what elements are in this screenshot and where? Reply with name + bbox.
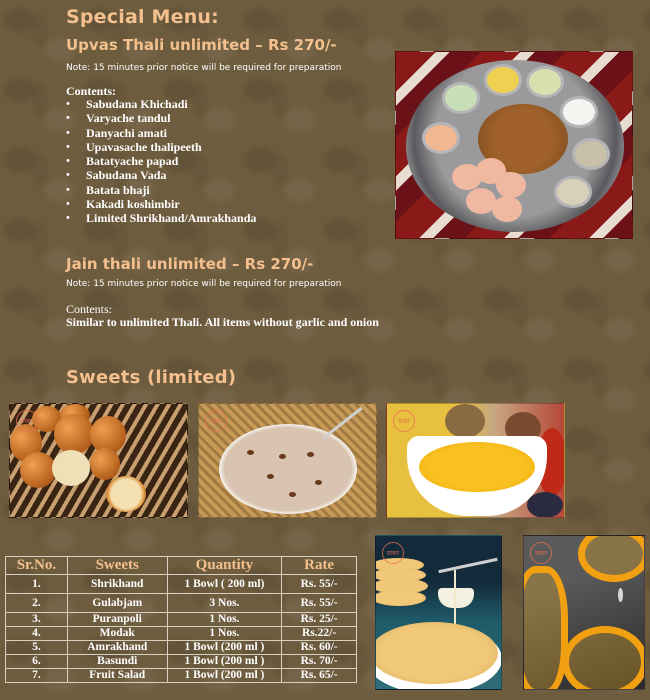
list-item: • Upavasache thalipeeth bbox=[66, 140, 256, 154]
puranpoli bbox=[375, 622, 498, 684]
cell-quantity: 1 Nos. bbox=[167, 613, 282, 627]
cell-rate: Rs. 60/- bbox=[282, 641, 357, 655]
column-header-sr-no: Sr.No. bbox=[6, 557, 68, 575]
jalebi bbox=[578, 535, 645, 582]
cell-quantity: 1 Bowl ( 200 ml) bbox=[167, 575, 282, 594]
cell-sweet: Modak bbox=[67, 627, 167, 641]
cell-sr-no: 3. bbox=[6, 613, 68, 627]
raisin bbox=[267, 474, 274, 479]
table-row bbox=[6, 613, 357, 627]
cell-sweet: Shrikhand bbox=[67, 575, 167, 594]
upvas-thali-title: Upvas Thali unlimited – Rs 270/- bbox=[66, 36, 337, 54]
bowl-sabudana bbox=[554, 176, 592, 208]
bowl-koshimbir bbox=[526, 66, 564, 98]
gulabjam-photo bbox=[9, 403, 188, 518]
jain-thali-title: Jain thali unlimited – Rs 270/- bbox=[66, 255, 314, 273]
cell-sweet: Gulabjam bbox=[67, 594, 167, 613]
raisin bbox=[307, 452, 314, 457]
sweets-heading: Sweets (limited) bbox=[66, 367, 237, 388]
raisin bbox=[279, 454, 286, 459]
cell-quantity: 1 Bowl (200 ml ) bbox=[167, 641, 282, 655]
list-item: • Sabudana Khichadi bbox=[66, 97, 256, 111]
jain-contents-label: Contents: bbox=[66, 302, 113, 316]
ghee-bowl bbox=[438, 588, 474, 608]
cell-sr-no: 2. bbox=[6, 594, 68, 613]
fruit-salad bbox=[419, 442, 535, 492]
bowl-khichadi bbox=[422, 122, 460, 154]
brand-stamp-icon: ठाकर bbox=[530, 542, 552, 564]
list-item: • Limited Shrikhand/Amrakhanda bbox=[66, 211, 256, 225]
cell-sr-no: 7. bbox=[6, 669, 68, 683]
table-header-row bbox=[6, 557, 357, 575]
cell-sweet: Fruit Salad bbox=[67, 669, 167, 683]
jalebi bbox=[562, 626, 645, 690]
spoon bbox=[438, 558, 497, 573]
bowl-amati bbox=[572, 138, 610, 170]
cell-rate: Rs.22/- bbox=[282, 627, 357, 641]
cell-sr-no: 1. bbox=[6, 575, 68, 594]
gulabjam bbox=[54, 414, 94, 454]
papad bbox=[492, 196, 522, 222]
raisin bbox=[247, 450, 254, 455]
cell-quantity: 1 Nos. bbox=[167, 627, 282, 641]
table-row bbox=[6, 627, 357, 641]
basundi-photo bbox=[198, 403, 377, 518]
gulabjam-cut bbox=[106, 476, 146, 512]
cell-quantity: 1 Bowl (200 ml ) bbox=[167, 655, 282, 669]
cell-sr-no: 5. bbox=[6, 641, 68, 655]
papad bbox=[496, 172, 526, 198]
bowl-tandul bbox=[560, 96, 598, 128]
upvas-contents-list bbox=[66, 97, 256, 226]
list-item: • Sabudana Vada bbox=[66, 168, 256, 182]
spoon bbox=[321, 407, 362, 440]
cell-rate: Rs. 25/- bbox=[282, 613, 357, 627]
thali-plate bbox=[406, 60, 624, 232]
cell-quantity: 1 Bowl (200 ml ) bbox=[167, 669, 282, 683]
table-row bbox=[6, 575, 357, 594]
gulabjam-cut bbox=[52, 450, 90, 486]
table-row bbox=[6, 594, 357, 613]
raisin bbox=[315, 480, 322, 485]
cell-sweet: Puranpoli bbox=[67, 613, 167, 627]
jalebi bbox=[523, 566, 568, 690]
list-item: • Kakadi koshimbir bbox=[66, 197, 256, 211]
table-row bbox=[6, 669, 357, 683]
special-menu-heading: Special Menu: bbox=[66, 6, 219, 28]
cell-rate: Rs. 70/- bbox=[282, 655, 357, 669]
column-header-sweets: Sweets bbox=[67, 557, 167, 575]
jalebi-photo bbox=[523, 535, 645, 690]
list-item: • Batata bhaji bbox=[66, 183, 256, 197]
column-header-rate: Rate bbox=[282, 557, 357, 575]
upvas-thali-photo bbox=[395, 51, 633, 239]
upvas-contents-label: Contents: bbox=[66, 84, 116, 98]
list-item: • Danyachi amati bbox=[66, 126, 256, 140]
jain-thali-description: Similar to unlimited Thali. All items without garlic and onion bbox=[66, 315, 379, 329]
sweets-rate-table bbox=[5, 556, 357, 683]
cell-rate: Rs. 55/- bbox=[282, 594, 357, 613]
table-row bbox=[6, 655, 357, 669]
cell-quantity: 3 Nos. bbox=[167, 594, 282, 613]
bowl-bhaji bbox=[442, 82, 480, 114]
cell-sr-no: 4. bbox=[6, 627, 68, 641]
cell-sweet: Basundi bbox=[67, 655, 167, 669]
puranpoli-photo bbox=[375, 535, 502, 690]
cell-rate: Rs. 65/- bbox=[282, 669, 357, 683]
list-item: • Batatyache papad bbox=[66, 154, 256, 168]
column-header-quantity: Quantity bbox=[167, 557, 282, 575]
raisin bbox=[289, 492, 296, 497]
brand-stamp-icon: ठाकर bbox=[16, 410, 38, 432]
cell-rate: Rs. 55/- bbox=[282, 575, 357, 594]
cell-sweet: Amrakhand bbox=[67, 641, 167, 655]
chikoo bbox=[445, 404, 485, 438]
ghee-drip bbox=[454, 570, 456, 630]
fruit-salad-bowl bbox=[407, 436, 547, 516]
fruit-salad-photo bbox=[386, 403, 565, 518]
basundi-bowl bbox=[219, 424, 357, 514]
upvas-thali-note: Note: 15 minutes prior notice will be required for preparation bbox=[66, 63, 342, 73]
brand-stamp-icon: ठाकर bbox=[382, 542, 404, 564]
bowl-shrikhand bbox=[484, 64, 522, 96]
syrup-drop bbox=[618, 588, 623, 602]
brand-stamp-icon: ठाकर bbox=[205, 410, 227, 432]
jain-thali-note: Note: 15 minutes prior notice will be required for preparation bbox=[66, 279, 342, 289]
gulabjam bbox=[90, 448, 120, 480]
grapes bbox=[527, 492, 563, 518]
list-item: • Varyache tandul bbox=[66, 111, 256, 125]
cell-sr-no: 6. bbox=[6, 655, 68, 669]
brand-stamp-icon: ठाकर bbox=[393, 410, 415, 432]
table-row bbox=[6, 641, 357, 655]
gulabjam bbox=[20, 452, 56, 488]
puranpoli-stack bbox=[375, 590, 426, 606]
